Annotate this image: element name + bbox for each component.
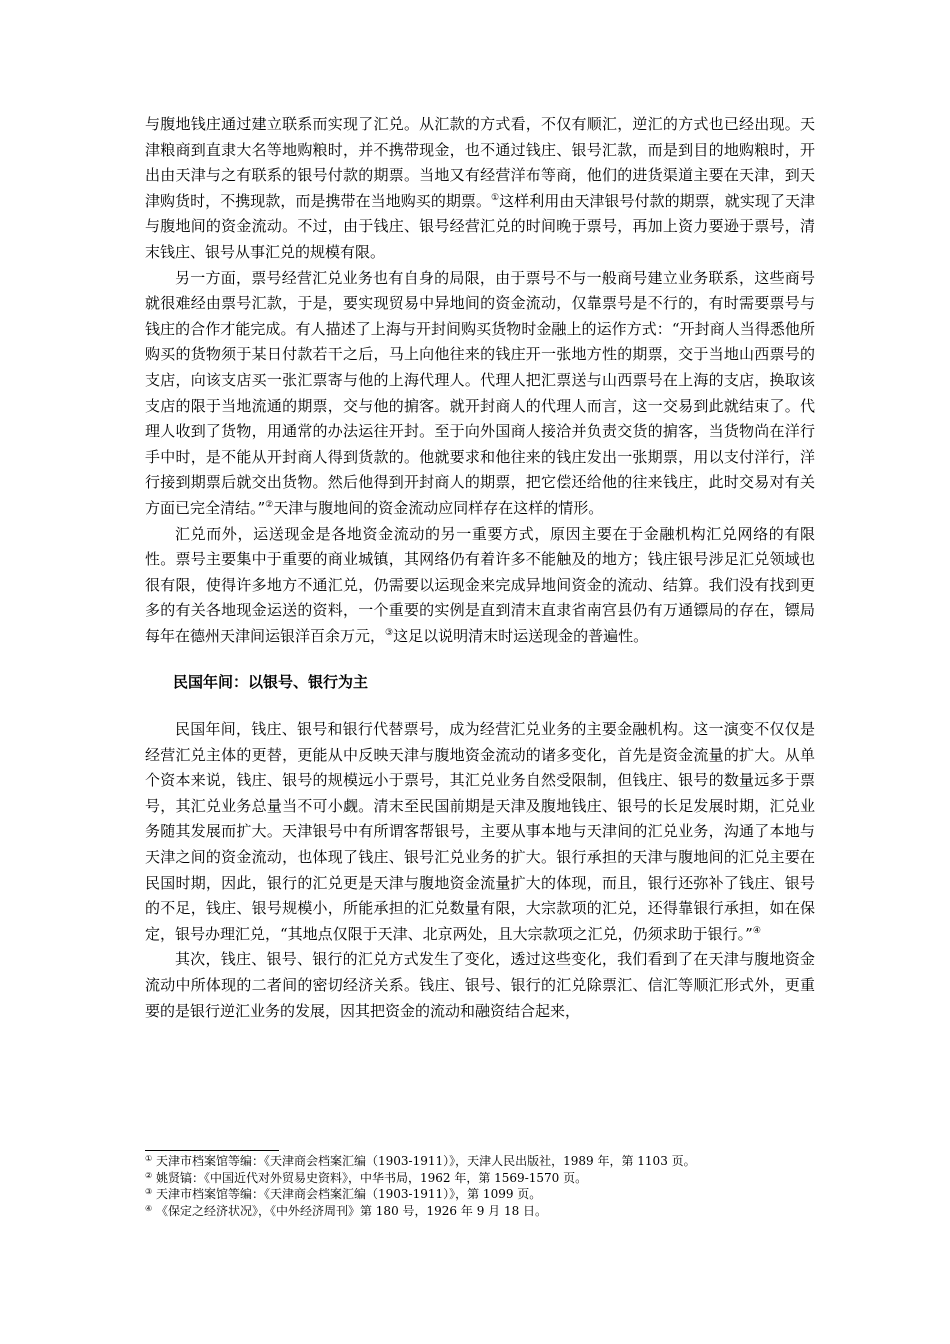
footnote-ref: ② — [265, 499, 274, 510]
page-body — [145, 112, 815, 1024]
paragraph-text: 这样利用由天津银号付款的期票，就实现了天津与腹地间的资金流动。不过，由于钱庄、银号经营汇兑的时间晚于票号，再加上资力要逊于票号，清末钱庄、银号从事汇兑的规模有限。 — [145, 191, 815, 261]
footnote — [145, 1203, 815, 1220]
paragraph — [145, 112, 815, 266]
paragraph-text: 与腹地钱庄通过建立联系而实现了汇兑。从汇款的方式看，不仅有顺汇，逆汇的方式也已经出现。天津粮商到直隶大名等地购粮时，并不携带现金，也不通过钱庄、银号汇款，而是到目的地购粮时，开出由天津与之有联系的银号付款的期票。当地又有经营洋布等商，他们的进货渠道主要在天津，到天津购货时，不携现款，而是携带在当地购买的期票。 — [145, 115, 815, 210]
paragraph-text: 其次，钱庄、银号、银行的汇兑方式发生了变化，透过这些变化，我们看到了在天津与腹地资金流动中所体现的二者间的密切经济关系。钱庄、银号、银行的汇兑除票汇、信汇等顺汇形式外，更重要的是银行逆汇业务的发展，因其把资金的流动和融资结合起来， — [145, 950, 815, 1020]
footnote-divider — [145, 1150, 279, 1151]
footnotes — [145, 1153, 815, 1219]
footnote-text: 天津市档案馆等编：《天津商会档案汇编（1903-1911）》，第 1099 页。 — [152, 1187, 542, 1201]
paragraph-text: 天津与腹地间的资金流动应同样存在这样的情形。 — [273, 498, 604, 517]
paragraph-text: 另一方面，票号经营汇兑业务也有自身的局限，由于票号不与一般商号建立业务联系，这些商号就很难经由票号汇款，于是，要实现贸易中异地间的资金流动，仅靠票号是不行的，有时需要票号与钱庄的合作才能完成。有人描述了上海与开封间购买货物时金融上的运作方式：“开封商人当得悉他所购买的货物须于某日付款若干之后，马上向他往来的钱庄开一张地方性的期票，交于当地山西票号的支店，向该支店买一张汇票寄与他的上海代理人。代理人把汇票送与山西票号在上海的支店，换取该支店的限于当地流通的期票，交与他的掮客。就开封商人的代理人而言，这一交易到此就结束了。代理人收到了货物，用通常的办法运往开封。至于向外国商人接洽并负责交货的掮客，当货物尚在洋行手中时，是不能从开封商人得到货款的。他就要求和他往来的钱庄发出一张期票，用以支付洋行，洋行接到期票后就交出货物。然后他得到开封商人的期票，把它偿还给他的往来钱庄，此时交易对有关方面已完全清结。” — [145, 268, 815, 517]
footnote-mark: ③ — [145, 1187, 153, 1196]
paragraph — [145, 717, 815, 947]
footnote — [145, 1170, 815, 1187]
paragraph-text: 民国年间，钱庄、银号和银行代替票号，成为经营汇兑业务的主要金融机构。这一演变不仅仅是经营汇兑主体的更替，更能从中反映天津与腹地资金流动的诸多变化，首先是资金流量的扩大。从单个资本来说，钱庄、银号的规模远小于票号，其汇兑业务自然受限制，但钱庄、银号的数量远多于票号，其汇兑业务总量当不可小觑。清末至民国前期是天津及腹地钱庄、银号的长足发展时期，汇兑业务随其发展而扩大。天津银号中有所谓客帮银号，主要从事本地与天津间的汇兑业务，沟通了本地与天津之间的资金流动，也体现了钱庄、银号汇兑业务的扩大。银行承担的天津与腹地间的汇兑主要在民国时期，因此，银行的汇兑更是天津与腹地资金流量扩大的体现，而且，银行还弥补了钱庄、银号的不足，钱庄、银号规模小，所能承担的汇兑数量有限，大宗款项的汇兑，还得靠银行承担，如在保定，银号办理汇兑，“其地点仅限于天津、北京两处，且大宗款项之汇兑，仍须求助于银行。” — [145, 720, 815, 943]
footnote-mark: ① — [145, 1154, 153, 1163]
footnote-mark: ④ — [145, 1203, 153, 1213]
paragraph-text: 这足以说明清末时运送现金的普遍性。 — [393, 626, 649, 645]
footnote-text: 《保定之经济状况》，《中外经济周刊》第 180 号，1926 年 9 月 18 日。 — [152, 1203, 548, 1218]
footnote-text: 姚贤镐：《中国近代对外贸易史资料》，中华书局，1962 年，第 1569-1570 页。 — [152, 1170, 588, 1185]
paragraph — [145, 522, 815, 650]
paragraph — [145, 947, 815, 1024]
footnote — [145, 1186, 815, 1203]
paragraph — [145, 266, 815, 522]
footnote-ref: ① — [491, 192, 500, 203]
footnote-mark: ② — [145, 1170, 153, 1180]
section-republic — [145, 717, 815, 1024]
footnote-ref: ④ — [752, 925, 761, 936]
section-heading: 民国年间：以银号、银行为主 — [173, 673, 369, 692]
paragraph-text: 汇兑而外，运送现金是各地资金流动的另一重要方式，原因主要在于金融机构汇兑网络的有限性。票号主要集中于重要的商业城镇，其网络仍有着许多不能触及的地方；钱庄银号涉足汇兑领域也很有限，使得许多地方不通汇兑，仍需要以运现金来完成异地间资金的流动、结算。我们没有找到更多的有关各地现金运送的资料，一个重要的实例是直到清末直隶省南宫县仍有万通镖局的存在，镖局每年在德州天津间运银洋百余万元， — [145, 524, 815, 645]
footnote — [145, 1153, 815, 1170]
footnote-ref: ③ — [385, 627, 394, 638]
footnote-text: 天津市档案馆等编：《天津商会档案汇编（1903-1911）》，天津人民出版社，1989 年，第 1103 页。 — [152, 1154, 696, 1168]
section-qing — [145, 112, 815, 649]
